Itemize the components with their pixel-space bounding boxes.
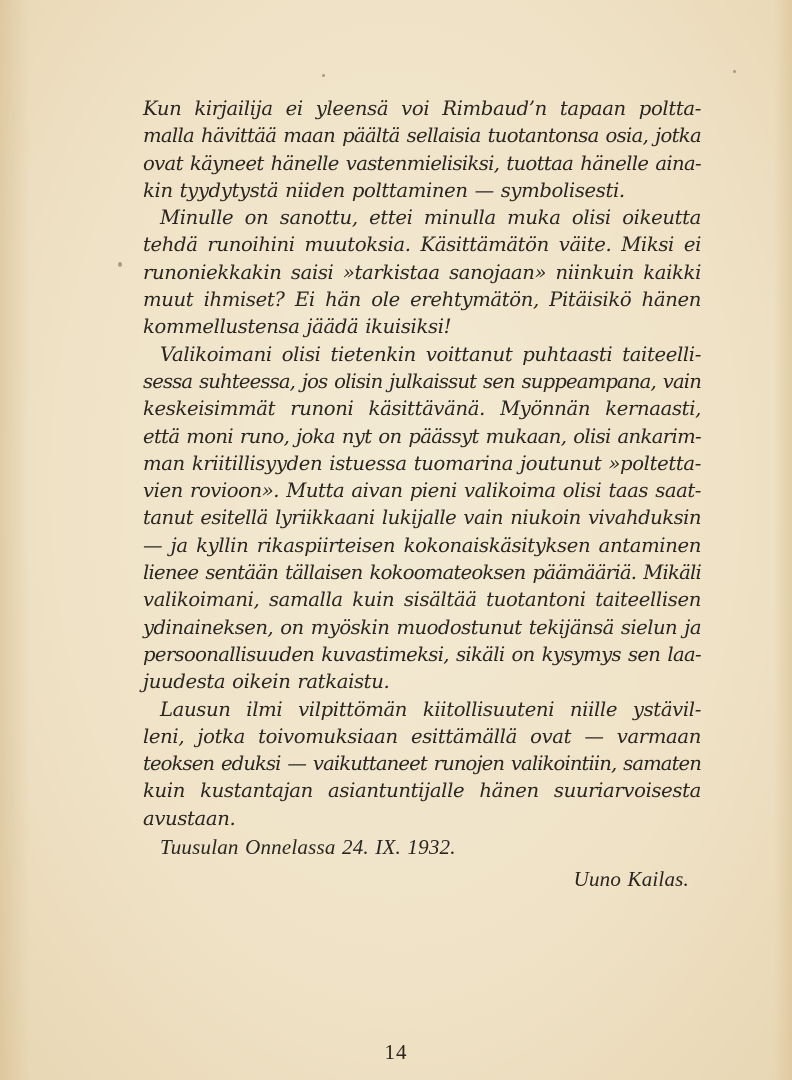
text-line: tanut esitellä lyriikkaani lukijalle vain niukoin vivahduksin [143, 506, 701, 530]
paragraph [143, 95, 701, 204]
text-line: Minulle on sanottu, ettei minulla muka olisi oikeutta [160, 206, 701, 230]
text-line: avustaan. [143, 806, 236, 830]
text-line: juudesta oikein ratkaistu. [143, 670, 390, 694]
paper-speck [118, 262, 122, 267]
text-line: sessa suhteessa, jos olisin julkaissut sen suppeampana, vain [143, 369, 701, 393]
paragraph [143, 204, 701, 340]
text-line: leni, jotka toivomuksiaan esittämällä ovat — varmaan [143, 724, 701, 748]
text-line: Valikoimani olisi tietenkin voittanut puhtaasti taiteelli- [160, 342, 701, 366]
text-line: kin tyydytystä niiden polttaminen — symbolisesti. [143, 178, 625, 202]
text-line: keskeisimmät runoni käsittävänä. Myönnän kernaasti, [143, 397, 701, 421]
text-line: Kun kirjailija ei yleensä voi Rimbaud’n tapaan poltta- [143, 97, 701, 120]
text-line: man kriitillisyyden istuessa tuomarina joutunut »poltetta- [143, 451, 701, 475]
text-line: että moni runo, joka nyt on päässyt mukaan, olisi ankarim- [143, 424, 701, 448]
text-line: vien rovioon». Mutta aivan pieni valikoima olisi taas saat- [143, 479, 701, 503]
text-line: teoksen eduksi — vaikuttaneet runojen valikointiin, samaten [143, 752, 701, 776]
text-line: lienee sentään tällaisen kokoomateoksen päämääriä. Mikäli [143, 561, 701, 585]
text-line: tehdä runoihini muutoksia. Käsittämätön väite. Miksi ei [143, 233, 701, 257]
page-number: 14 [384, 1040, 408, 1064]
text-line: ydinaineksen, on myöskin muodostunut tekijänsä sielun ja [143, 615, 701, 639]
text-line: persoonallisuuden kuvastimeksi, sikäli on kysymys sen laa- [143, 642, 701, 666]
preface-text [143, 95, 701, 896]
text-line: runoniekkakin saisi »tarkistaa sanojaan» niinkuin kaikki [143, 260, 701, 284]
paper-speck [733, 70, 736, 73]
text-line: Lausun ilmi vilpittömän kiitollisuuteni niille ystävil- [160, 697, 701, 721]
dateline: Tuusulan Onnelassa 24. IX. 1932. [160, 835, 456, 860]
paragraph [143, 341, 701, 696]
text-line: kuin kustantajan asiantuntijalle hänen suuriarvoisesta [143, 779, 701, 803]
text-line: ovat käyneet hänelle vastenmielisiksi, tuottaa hänelle aina- [143, 151, 701, 175]
text-line: valikoimani, samalla kuin sisältää tuotantoni taiteellisen [143, 588, 701, 612]
text-line: kommellustensa jäädä ikuisiksi! [143, 315, 452, 339]
text-line: — ja kyllin rikaspiirteisen kokonaiskäsityksen antaminen [143, 533, 701, 557]
paragraph [143, 696, 701, 832]
text-line: muut ihmiset? Ei hän ole erehtymätön, Pitäisikö hänen [143, 288, 701, 312]
paper-speck [322, 74, 325, 77]
text-line: malla hävittää maan päältä sellaisia tuotantonsa osia, jotka [143, 124, 701, 148]
author-signature: Uuno Kailas. [573, 867, 689, 892]
